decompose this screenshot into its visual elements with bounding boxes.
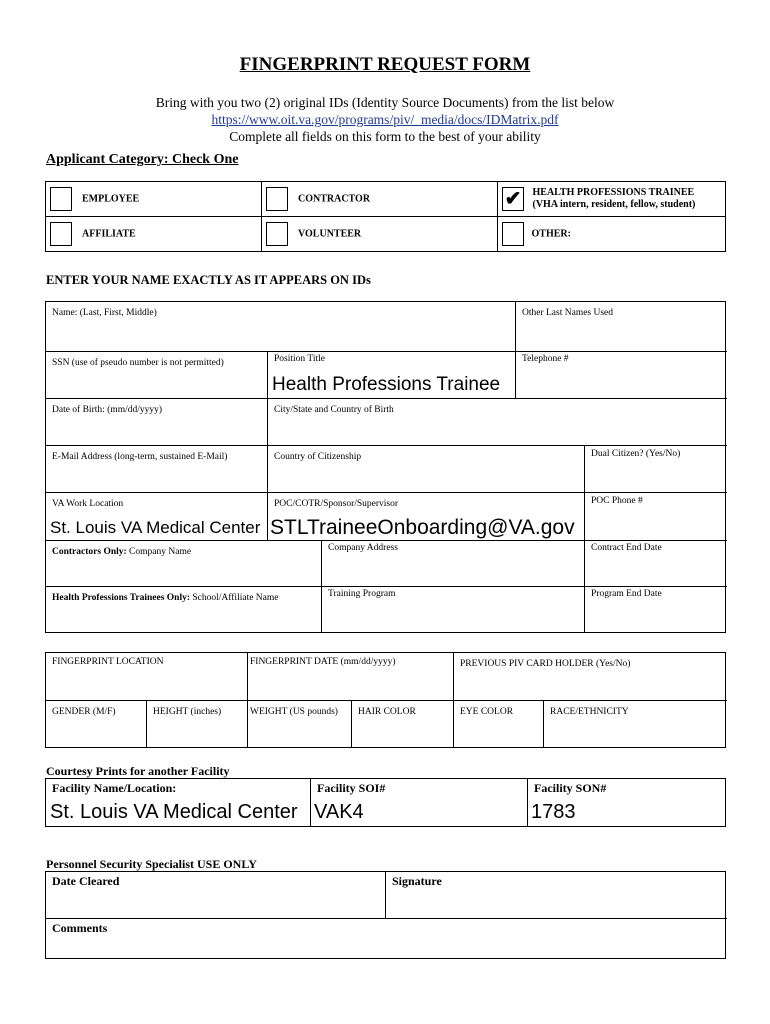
position-value: Health Professions Trainee (272, 374, 501, 395)
date-cleared-label: Date Cleared (52, 874, 120, 888)
employee-label: EMPLOYEE (82, 193, 140, 205)
applicant-info-grid (45, 301, 726, 633)
company-address-field[interactable] (322, 541, 585, 587)
previous-piv-label: PREVIOUS PIV CARD HOLDER (Yes/No) (460, 659, 631, 669)
eye-color-label: EYE COLOR (460, 707, 514, 717)
hair-color-field[interactable] (352, 701, 454, 747)
gender-label: GENDER (M/F) (52, 707, 116, 717)
company-name-field[interactable] (46, 541, 322, 587)
gender-field[interactable] (46, 701, 147, 747)
height-field[interactable] (147, 701, 248, 747)
name-field[interactable] (46, 302, 516, 352)
dob-field[interactable] (46, 399, 268, 446)
email-label: E-Mail Address (long-term, sustained E-Mail) (52, 452, 228, 462)
poc-phone-label: POC Phone # (591, 496, 643, 506)
weight-field[interactable] (248, 701, 352, 747)
affiliate-label: AFFILIATE (82, 228, 136, 240)
pss-grid (45, 871, 726, 959)
fingerprint-date-field[interactable] (248, 653, 454, 701)
height-label: HEIGHT (inches) (153, 707, 222, 717)
form-title: FINGERPRINT REQUEST FORM (239, 54, 531, 75)
intro-line-3: Complete all fields on this form to the best of your ability (229, 129, 541, 144)
hair-color-label: HAIR COLOR (358, 707, 416, 717)
va-work-location-value: St. Louis VA Medical Center (50, 518, 261, 537)
ssn-label: SSN (use of pseudo number is not permitted) (52, 358, 224, 368)
comments-field[interactable] (46, 919, 727, 958)
telephone-field[interactable] (516, 352, 727, 399)
hpt-sublabel: (VHA intern, resident, fellow, student) (532, 199, 696, 210)
other-label: OTHER: (531, 228, 571, 240)
facility-name-value: St. Louis VA Medical Center (50, 801, 298, 823)
affiliate-checkbox[interactable] (50, 222, 72, 246)
fingerprint-location-field[interactable] (46, 653, 248, 701)
signature-label: Signature (392, 874, 442, 888)
facility-soi-value: VAK4 (314, 801, 364, 823)
hpt-checkbox[interactable] (502, 187, 524, 211)
poc-phone-field[interactable] (585, 493, 727, 541)
courtesy-heading: Courtesy Prints for another Facility (46, 764, 230, 778)
contractors-only-label: Contractors Only: (52, 547, 127, 557)
va-work-location-field[interactable] (46, 493, 268, 541)
facility-son-label: Facility SON# (534, 781, 607, 795)
pss-heading: Personnel Security Specialist USE ONLY (46, 857, 257, 871)
citizenship-label: Country of Citizenship (274, 452, 362, 462)
courtesy-grid (45, 778, 726, 827)
poc-field[interactable] (268, 493, 585, 541)
facility-name-field[interactable] (46, 779, 311, 826)
dual-citizen-field[interactable] (585, 446, 727, 493)
comments-label: Comments (52, 921, 108, 935)
contractor-label: CONTRACTOR (298, 193, 371, 205)
hpt-label: HEALTH PROFESSIONS TRAINEE (532, 187, 695, 198)
company-address-label: Company Address (328, 543, 398, 553)
city-of-birth-label: City/State and Country of Birth (274, 405, 394, 415)
fingerprint-location-label: FINGERPRINT LOCATION (52, 657, 164, 667)
volunteer-label: VOLUNTEER (298, 228, 362, 240)
position-field[interactable] (268, 352, 516, 399)
training-program-field[interactable] (322, 587, 585, 632)
other-names-field[interactable] (516, 302, 727, 352)
facility-soi-field[interactable] (311, 779, 528, 826)
facility-soi-label: Facility SOI# (317, 781, 386, 795)
check-mark-icon: ✔ (504, 188, 522, 210)
fingerprint-grid (45, 652, 726, 748)
facility-son-value: 1783 (531, 801, 576, 823)
contract-end-field[interactable] (585, 541, 727, 587)
citizenship-field[interactable] (268, 446, 585, 493)
position-label: Position Title (274, 354, 325, 364)
email-field[interactable] (46, 446, 268, 493)
dob-label: Date of Birth: (mm/dd/yyyy) (52, 405, 163, 415)
race-field[interactable] (544, 701, 727, 747)
race-label: RACE/ETHNICITY (550, 707, 629, 717)
contract-end-label: Contract End Date (591, 543, 662, 553)
city-of-birth-field[interactable] (268, 399, 727, 446)
program-end-field[interactable] (585, 587, 727, 632)
school-name-field[interactable] (46, 587, 322, 632)
previous-piv-field[interactable] (454, 653, 727, 701)
program-end-label: Program End Date (591, 589, 662, 599)
employee-checkbox[interactable] (50, 187, 72, 211)
va-work-location-label: VA Work Location (52, 499, 124, 509)
school-name-label: School/Affiliate Name (190, 593, 279, 603)
signature-field[interactable] (386, 872, 727, 919)
facility-name-label: Facility Name/Location: (52, 781, 177, 795)
fingerprint-date-label: FINGERPRINT DATE (mm/dd/yyyy) (250, 657, 396, 667)
name-label: Name: (Last, First, Middle) (52, 308, 157, 318)
applicant-category-table (45, 181, 726, 252)
ssn-field[interactable] (46, 352, 268, 399)
company-name-label: Company Name (126, 547, 192, 557)
name-section-heading: ENTER YOUR NAME EXACTLY AS IT APPEARS ON IDs (46, 273, 371, 287)
id-matrix-link[interactable]: https://www.oit.va.gov/programs/piv/_media/docs/IDMatrix.pdf (211, 112, 559, 127)
telephone-label: Telephone # (522, 354, 569, 364)
volunteer-checkbox[interactable] (266, 222, 288, 246)
poc-value: STLTraineeOnboarding@VA.gov (270, 516, 575, 539)
date-cleared-field[interactable] (46, 872, 386, 919)
intro-line-1: Bring with you two (2) original IDs (Identity Source Documents) from the list below (155, 95, 615, 110)
other-checkbox[interactable] (502, 222, 524, 246)
eye-color-field[interactable] (454, 701, 544, 747)
poc-label: POC/COTR/Sponsor/Supervisor (274, 499, 399, 509)
facility-son-field[interactable] (528, 779, 727, 826)
contractor-checkbox[interactable] (266, 187, 288, 211)
hpt-only-label: Health Professions Trainees Only: (52, 593, 191, 603)
dual-citizen-label: Dual Citizen? (Yes/No) (591, 449, 681, 459)
training-program-label: Training Program (328, 589, 396, 599)
applicant-category-heading: Applicant Category: Check One (46, 152, 239, 167)
other-names-label: Other Last Names Used (522, 308, 614, 318)
weight-label: WEIGHT (US pounds) (250, 707, 338, 717)
